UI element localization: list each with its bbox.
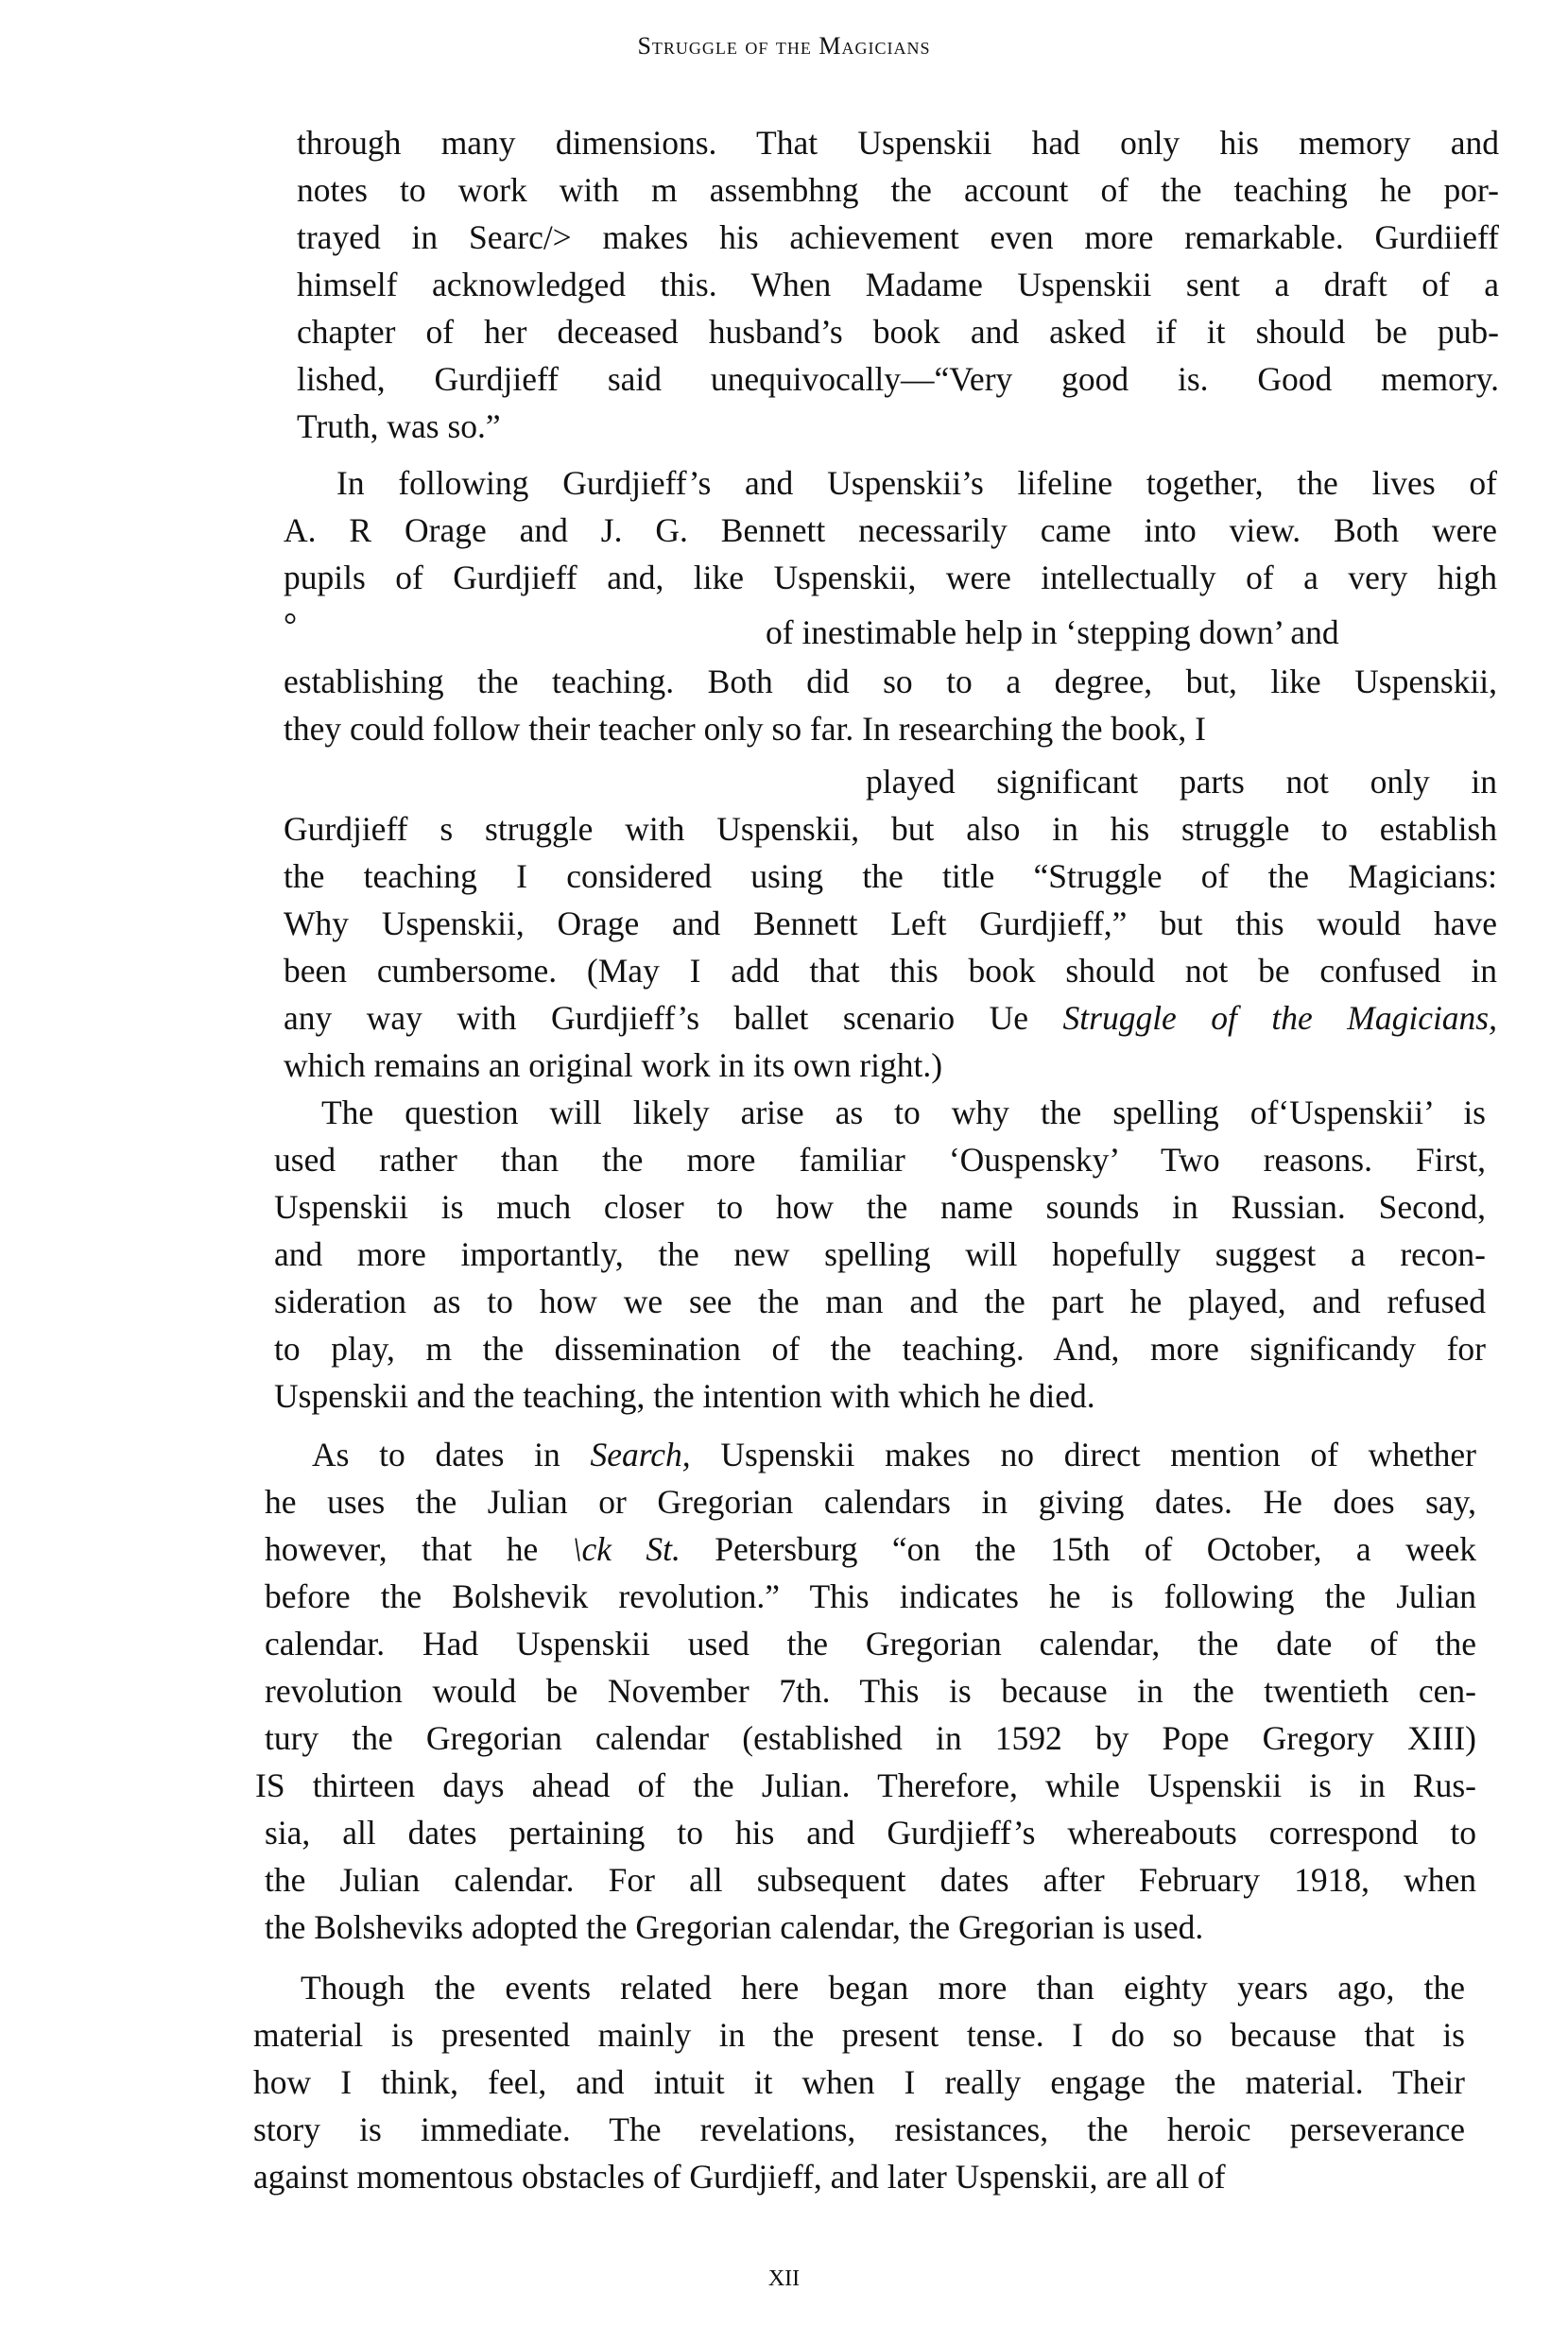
text-line: they could follow their teacher only so far. In researching the book, I (284, 710, 1206, 748)
text-line: notes to work with m assembhng the account of the teaching he por- (297, 171, 1499, 209)
text-fragment: played significant parts not only in (866, 763, 1497, 801)
text-line: A. R Orage and J. G. Bennett necessarily came into view. Both were (284, 511, 1497, 549)
text-line (284, 994, 1497, 1042)
text-line: himself acknowledged this. When Madame Uspenskii sent a draft of a (297, 266, 1499, 303)
degree-mark: ° (284, 606, 298, 644)
text-line (265, 1431, 1476, 1478)
ballet-title: Struggle of the Magicians, (1062, 999, 1497, 1037)
text-line: lished, Gurdjieff said unequivocally—“Very good is. Good memory. (297, 360, 1499, 398)
text-line: the Bolsheviks adopted the Gregorian calendar, the Gregorian is used. (265, 1908, 1204, 1946)
text-line: Truth, was so.” (297, 407, 501, 445)
text-line: pupils of Gurdjieff and, like Uspenskii, were intellectually of a very high (284, 559, 1497, 596)
paragraph-1 (297, 119, 1499, 450)
running-head: Struggle of the Magicians (637, 32, 931, 60)
text-line: and more importantly, the new spelling will hopefully suggest a recon- (274, 1235, 1486, 1273)
text-line: sideration as to how we see the man and the part he played, and refused (274, 1283, 1486, 1320)
page-number: XII (767, 2266, 801, 2291)
text-line: he uses the Julian or Gregorian calendars in giving dates. He does say, (265, 1483, 1476, 1521)
partial-text-line (284, 752, 1497, 805)
text-line: material is presented mainly in the present tense. I do so because that is (253, 2016, 1465, 2054)
text-line: sia, all dates pertaining to his and Gurdjieff’s whereabouts correspond to (265, 1814, 1476, 1852)
text-segment: Petersburg “on the 15th of October, a week (680, 1530, 1476, 1568)
text-line: against momentous obstacles of Gurdjieff, and later Uspenskii, are all of (253, 2158, 1226, 2196)
text-line: calendar. Had Uspenskii used the Gregorian calendar, the date of the (265, 1625, 1476, 1662)
text-line: Uspenskii is much closer to how the name sounds in Russian. Second, (274, 1188, 1486, 1226)
paragraph-3 (274, 1089, 1486, 1420)
text-line: been cumbersome. (May I add that this book should not be confused in (284, 952, 1497, 990)
paragraph-2 (284, 459, 1497, 1089)
text-line: IS thirteen days ahead of the Julian. Therefore, while Uspenskii is in Rus- (255, 1766, 1476, 1804)
text-line: the Julian calendar. For all subsequent dates after February 1918, when (265, 1861, 1476, 1899)
text-line: Though the events related here began more than eighty years ago, the (301, 1969, 1465, 2007)
text-line: trayed in Searc/> makes his achievement even more remarkable. Gurdiieff (297, 218, 1499, 256)
text-segment: however, that he (265, 1530, 573, 1568)
text-line: tury the Gregorian calendar (established in 1592 by Pope Gregory XIII) (265, 1719, 1476, 1757)
text-line: before the Bolshevik revolution.” This indicates he is following the Julian (265, 1577, 1476, 1615)
text-line: the teaching I considered using the title “Struggle of the Magicians: (284, 857, 1497, 895)
text-line: The question will likely arise as to why the spelling of‘Uspenskii’ is (321, 1094, 1486, 1131)
text-line: to play, m the dissemination of the teaching. And, more significandy for (274, 1330, 1486, 1368)
text-line: Uspenskii and the teaching, the intention with which he died. (274, 1377, 1095, 1415)
text-line: Gurdjieff s struggle with Uspenskii, but also in his struggle to establish (284, 810, 1497, 848)
text-line: In following Gurdjieff’s and Uspenskii’s lifeline together, the lives of (336, 464, 1497, 502)
text-line: chapter of her deceased husband’s book and asked if it should be pub- (297, 313, 1499, 351)
text-segment: Uspenskii makes no direct mention of whether (690, 1436, 1476, 1473)
text-line: story is immediate. The revelations, resistances, the heroic perseverance (253, 2110, 1465, 2148)
text-segment: As to dates in (312, 1436, 591, 1473)
partial-text-line (284, 601, 1497, 658)
text-line: Why Uspenskii, Orage and Bennett Left Gurdjieff,” but this would have (284, 904, 1497, 942)
paragraph-5 (253, 1964, 1465, 2200)
text-line: which remains an original work in its own right.) (284, 1046, 943, 1084)
text-line: used rather than the more familiar ‘Ouspensky’ Two reasons. First, (274, 1141, 1486, 1179)
text-segment: any way with Gurdjieff’s ballet scenario Ue (284, 999, 1063, 1037)
book-title: Search, (590, 1436, 691, 1473)
text-line: establishing the teaching. Both did so to a degree, but, like Uspenskii, (284, 663, 1497, 700)
text-line (265, 1525, 1476, 1573)
garbled-italic: \ck St. (572, 1530, 681, 1568)
text-fragment: of inestimable help in ‘stepping down’ and (766, 613, 1339, 651)
text-line: revolution would be November 7th. This is because in the twentieth cen- (265, 1672, 1476, 1710)
text-line: how I think, feel, and intuit it when I really engage the material. Their (253, 2063, 1465, 2101)
paragraph-4 (255, 1431, 1476, 1951)
text-line: through many dimensions. That Uspenskii had only his memory and (297, 124, 1499, 162)
